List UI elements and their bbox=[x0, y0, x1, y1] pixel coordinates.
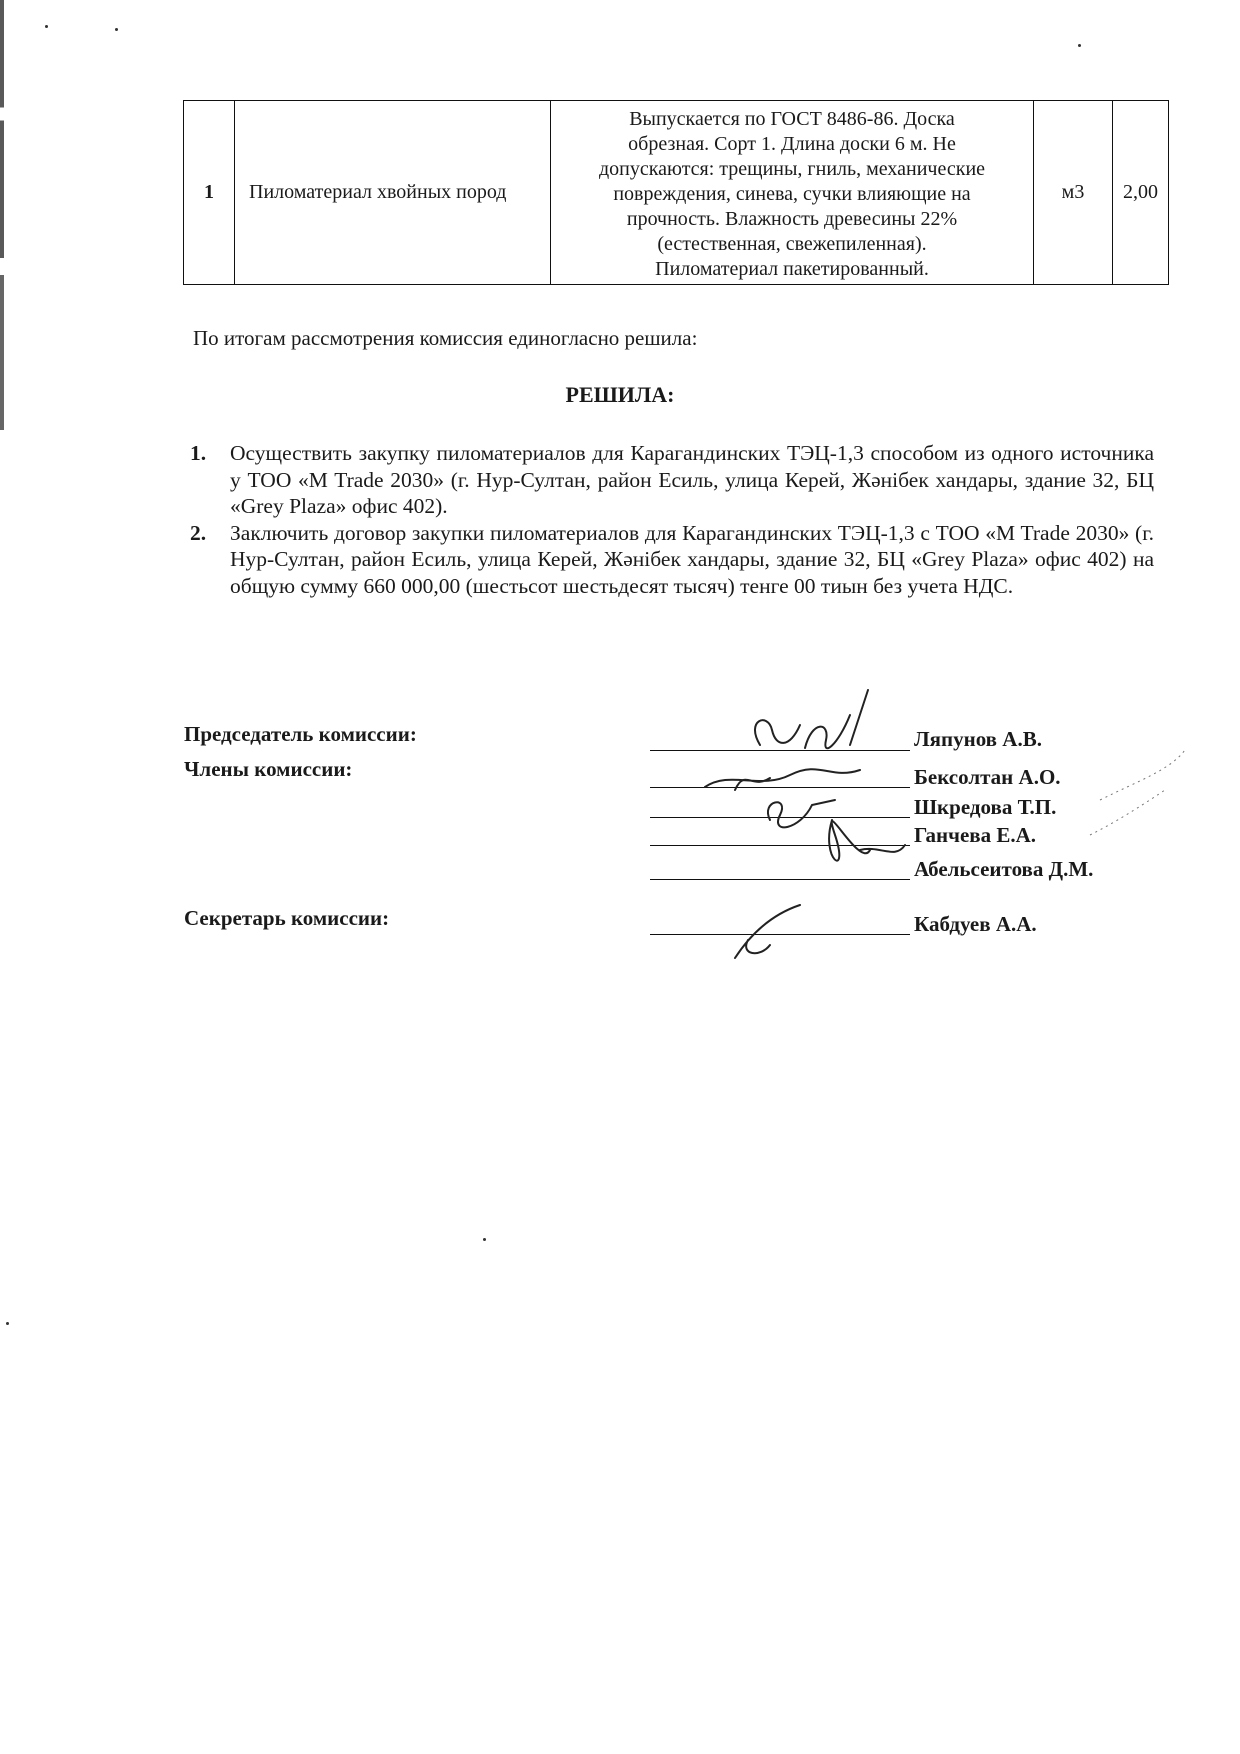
decision-text: Заключить договор закупки пиломатериалов для Карагандинских ТЭЦ-1,3 с ТОО «M Trade 2030» (г. Нур-Султан, район Есиль, улица Керей, Жәнібек хандары, здание 32, БЦ «Grey Plaza» офис 402) на общую сумму 660 000,00 (шестьсот шестьдесят тысяч) тенге 00 тиын без учета НДС. bbox=[230, 520, 1154, 598]
scan-speck bbox=[45, 25, 48, 28]
item-name: Пиломатериал хвойных пород bbox=[235, 101, 551, 285]
signature-line bbox=[650, 845, 910, 846]
row-number: 1 bbox=[184, 101, 235, 285]
description-line: (естественная, свежепиленная). bbox=[657, 233, 927, 255]
item-quantity: 2,00 bbox=[1113, 101, 1169, 285]
stamp-trace bbox=[1090, 750, 1185, 835]
item-description bbox=[551, 101, 1034, 285]
decisions-list bbox=[190, 440, 1154, 599]
member-name: Абельсеитова Д.М. bbox=[914, 857, 1094, 881]
description-line: допускаются: трещины, гниль, механические bbox=[598, 158, 986, 180]
scan-speck bbox=[483, 1238, 486, 1241]
scan-speck bbox=[6, 1322, 9, 1325]
decision-heading: РЕШИЛА: bbox=[565, 382, 675, 407]
signature-line bbox=[650, 879, 910, 880]
description-line: обрезная. Сорт 1. Длина доски 6 м. Не bbox=[628, 133, 956, 155]
description-line: повреждения, синева, сучки влияющие на bbox=[613, 183, 971, 205]
secretary-label: Секретарь комиссии: bbox=[184, 906, 390, 930]
decision-number: 2. bbox=[190, 520, 207, 545]
members-label: Члены комиссии: bbox=[184, 757, 353, 781]
table-row bbox=[184, 101, 1169, 285]
intro-paragraph: По итогам рассмотрения комиссия единогласно решила: bbox=[193, 326, 698, 350]
member-signature bbox=[829, 820, 905, 861]
member-signature bbox=[768, 800, 835, 827]
scan-speck bbox=[115, 28, 118, 31]
signature-line bbox=[650, 934, 910, 935]
signature-line bbox=[650, 750, 910, 751]
description-line: Пиломатериал пакетированный. bbox=[655, 258, 929, 280]
decision-item bbox=[190, 520, 1154, 600]
chairman-label: Председатель комиссии: bbox=[184, 722, 417, 746]
member-name: Шкредова Т.П. bbox=[914, 795, 1057, 819]
decision-number: 1. bbox=[190, 441, 207, 465]
decision-item bbox=[190, 440, 1154, 520]
items-table bbox=[183, 100, 1169, 285]
description-line: прочность. Влажность древесины 22% bbox=[626, 208, 958, 230]
scan-speck bbox=[1078, 44, 1081, 47]
secretary-name: Кабдуев А.А. bbox=[914, 912, 1037, 936]
chairman-signature bbox=[755, 690, 868, 748]
chairman-name: Ляпунов А.В. bbox=[914, 727, 1042, 751]
decision-text: Осуществить закупку пиломатериалов для Карагандинских ТЭЦ-1,3 способом из одного источника у ТОО «M Trade 2030» (г. Нур-Султан, район Есиль, улица Керей, Жәнібек хандары, здание 32, БЦ «Grey Plaza» офис 402). bbox=[230, 441, 1154, 518]
description-line: Выпускается по ГОСТ 8486-86. Доска bbox=[629, 108, 955, 130]
scan-edge-artifact bbox=[0, 0, 4, 430]
signature-line bbox=[650, 787, 910, 788]
secretary-signature bbox=[735, 905, 800, 958]
item-unit: м3 bbox=[1034, 101, 1113, 285]
signature-line bbox=[650, 817, 910, 818]
member-name: Ганчева Е.А. bbox=[914, 823, 1037, 847]
member-name: Бексолтан А.О. bbox=[914, 765, 1061, 789]
